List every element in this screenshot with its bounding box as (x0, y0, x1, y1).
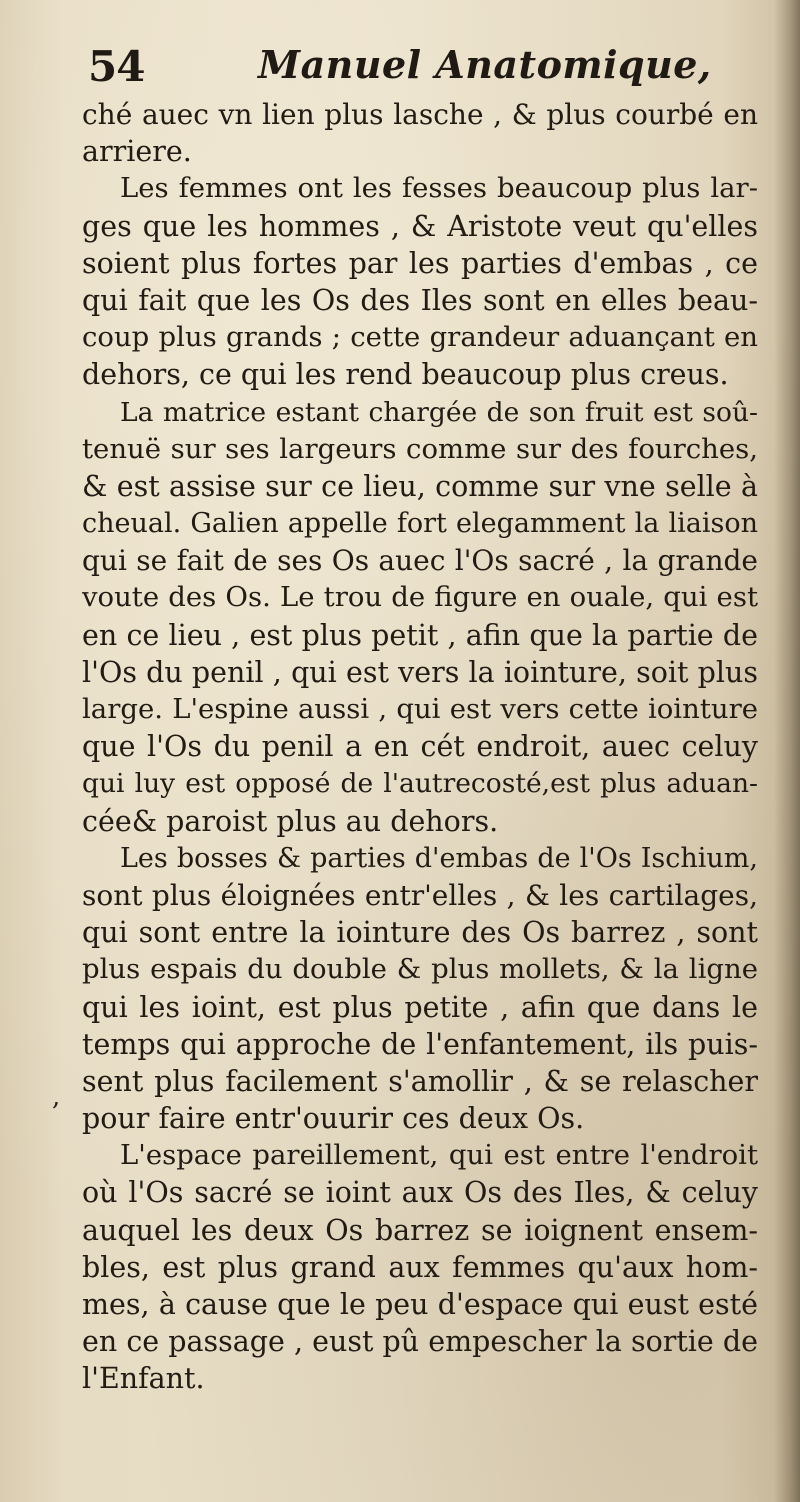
text-line: arriere. (82, 135, 192, 169)
text-line: en ce passage , eust pû empescher la sortie de (82, 1325, 758, 1359)
text-line: cheual. Galien appelle fort elegamment la liaison (82, 508, 758, 540)
page-number: 54 (88, 42, 145, 91)
text-line: l'Os du penil , qui est vers la iointure, soit plus (82, 655, 758, 689)
text-line: Les femmes ont les fesses beaucoup plus lar- (120, 172, 758, 205)
text-line: que l'Os du penil a en cét endroit, auec celuy (82, 730, 758, 764)
text-line: La matrice estant chargée de son fruit est soû- (120, 396, 758, 428)
text-line: Les bosses & parties d'embas de l'Os Ischium, (120, 842, 758, 874)
text-line: auquel les deux Os barrez se ioignent ensem- (82, 1213, 758, 1247)
margin-mark: , (52, 1082, 61, 1112)
text-line: tenuë sur ses largeurs comme sur des fourches, (82, 432, 758, 465)
text-line: temps qui approche de l'enfantement, ils puis- (82, 1027, 758, 1061)
text-line: coup plus grands ; cette grandeur aduançant en (82, 321, 758, 354)
text-line: où l'Os sacré se ioint aux Os des Iles, & celuy (82, 1176, 758, 1210)
text-line: large. L'espine aussi , qui est vers cette iointure (82, 693, 758, 725)
text-line: ges que les hommes , & Aristote veut qu'elles (82, 209, 758, 243)
text-line: mes, à cause que le peu d'espace qui eust esté (82, 1288, 758, 1321)
text-line: qui se fait de ses Os auec l'Os sacré , la grande (82, 544, 758, 578)
text-line: dehors, ce qui les rend beaucoup plus creus. (82, 358, 729, 392)
text-line: qui sont entre la iointure des Os barrez , sont (82, 916, 758, 950)
text-line: voute des Os. Le trou de figure en ouale, qui est (82, 581, 758, 614)
gutter-shadow (774, 0, 800, 1502)
text-line: bles, est plus grand aux femmes qu'aux hom- (82, 1250, 758, 1284)
text-line: en ce lieu , est plus petit , afin que la partie de (82, 618, 758, 652)
text-line: qui fait que les Os des Iles sont en elles beau- (82, 283, 758, 317)
page-header (88, 40, 758, 96)
text-line: pour faire entr'ouurir ces deux Os. (82, 1102, 585, 1136)
text-line: l'Enfant. (82, 1362, 205, 1396)
text-line: qui luy est opposé de l'autrecosté,est plus aduan- (82, 768, 758, 800)
text-line: ché auec vn lien plus lasche , & plus courbé en (82, 98, 758, 131)
text-line: sent plus facilement s'amollir , & se relascher (82, 1064, 758, 1098)
text-line: & est assise sur ce lieu, comme sur vne selle à (82, 469, 758, 503)
text-line: qui les ioint, est plus petite , afin que dans le (82, 990, 758, 1024)
text-line: sont plus éloignées entr'elles , & les cartilages, (82, 878, 758, 912)
text-line: soient plus fortes par les parties d'embas , ce (82, 246, 758, 280)
text-line: plus espais du double & plus mollets, & la ligne (82, 953, 758, 986)
text-line: L'espace pareillement, qui est entre l'endroit (120, 1139, 758, 1172)
body-text (82, 96, 758, 1398)
text-line: cée& paroist plus au dehors. (82, 804, 499, 838)
running-title: Manuel Anatomique, (258, 42, 712, 87)
